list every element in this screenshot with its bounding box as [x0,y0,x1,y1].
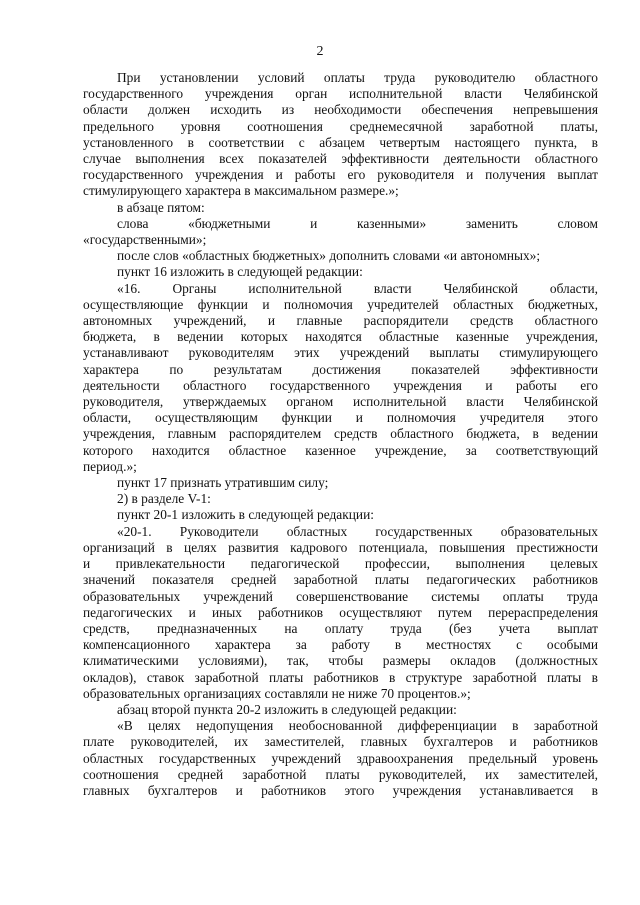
text-line: «В целях недопущения необоснованной дифференциации в заработной [117,718,598,734]
text-line: окладов), ставок заработной платы работников в структуре заработной платы в [83,669,598,685]
text-line: деятельности областного государственного учреждения и работы его [83,377,598,393]
text-line: При установлении условий оплаты труда руководителю областного [117,70,598,85]
text-line: образовательных организациях составляли не ниже 70 процентов.»; [83,685,471,701]
document-body [83,70,598,799]
text-line: значений показателя средней заработной платы педагогических работников [83,572,598,588]
text-line: области должен исходить из необходимости обеспечения непревышения [83,102,598,118]
paragraph [83,281,598,475]
text-line: стимулирующего характера в максимальном размере.»; [83,183,399,199]
text-line: организаций в целях развития кадрового потенциала, повышения престижности [83,539,598,555]
text-line: бюджета, в ведении которых находятся областные казенные учреждения, [83,329,598,345]
text-line: государственного учреждения орган исполнительной власти Челябинской [83,86,598,102]
page-number: 2 [316,44,324,59]
text-line: абзац второй пункта 20-2 изложить в следующей редакции: [117,701,457,717]
text-line: и привлекательности педагогической профессии, выполнения целевых [83,556,598,572]
text-line: предельного уровня соотношения среднемесячной заработной платы, [83,118,598,134]
text-line: которого находится областное казенное учреждение, за соответствующий [83,442,598,458]
text-line: устанавливают руководителям этих учреждений выплаты стимулирующего [83,345,598,361]
text-line: главных бухгалтеров и работников этого учреждения устанавливается в [83,782,598,798]
paragraph [83,200,598,216]
text-line: руководителя, утверждаемых органом исполнительной власти Челябинской [83,394,598,410]
paragraph [83,702,598,718]
paragraph [83,718,598,799]
paragraph [83,507,598,523]
text-line: автономных учреждений, и главные распорядители средств областного [83,313,598,329]
text-line: педагогических и иных работников осуществляют путем перераспределения [83,604,598,620]
text-line: пункт 16 изложить в следующей редакции: [117,264,363,280]
text-line: климатическими условиями), так, чтобы размеры окладов (должностных [83,653,598,669]
text-line: осуществляющие функции и полномочия учредителей областных бюджетных, [83,296,598,312]
text-line: пункт 17 признать утратившим силу; [117,475,329,491]
text-line: «20-1. Руководители областных государственных образовательных [117,523,598,539]
text-line: характера по результатам достижения показателей эффективности [83,361,598,377]
paragraph [83,475,598,491]
paragraph [83,524,598,702]
text-line: 2) в разделе V-1: [117,491,211,507]
paragraph [83,216,598,248]
text-line: соотношения средней заработной платы руководителей, их заместителей, [83,766,598,782]
text-line: плате руководителей, их заместителей, главных бухгалтеров и работников [83,734,598,750]
text-line: установленного в соответствии с абзацем четвертым настоящего пункта, в [83,134,598,150]
text-line: «16. Органы исполнительной власти Челябинской области, [117,280,598,296]
text-line: средств, предназначенных на оплату труда (без учета выплат [83,620,598,636]
text-line: слова «бюджетными и казенными» заменить словом [117,215,598,231]
text-line: случае выполнения всех показателей эффективности деятельности областного [83,151,598,167]
text-line: областных государственных учреждений здравоохранения предельный уровень [83,750,598,766]
text-line: образовательных учреждений совершенствование системы оплаты труда [83,588,598,604]
text-line: учреждения, главным распорядителем средств областного бюджета, в ведении [83,426,598,442]
text-line: области, осуществляющим функции и полномочия учредителя этого [83,410,598,426]
paragraph [83,264,598,280]
text-line: период.»; [83,458,137,474]
text-line: компенсационного характера за работу в местностях с особыми [83,637,598,653]
paragraph [83,491,598,507]
text-line: «государственными»; [83,232,207,248]
text-line: государственного учреждения и работы его руководителя и получения выплат [83,167,598,183]
text-line: пункт 20-1 изложить в следующей редакции: [117,507,374,523]
text-line: после слов «областных бюджетных» дополнить словами «и автономных»; [117,248,541,264]
paragraph [83,248,598,264]
text-line: в абзаце пятом: [117,199,205,215]
paragraph [83,70,598,200]
